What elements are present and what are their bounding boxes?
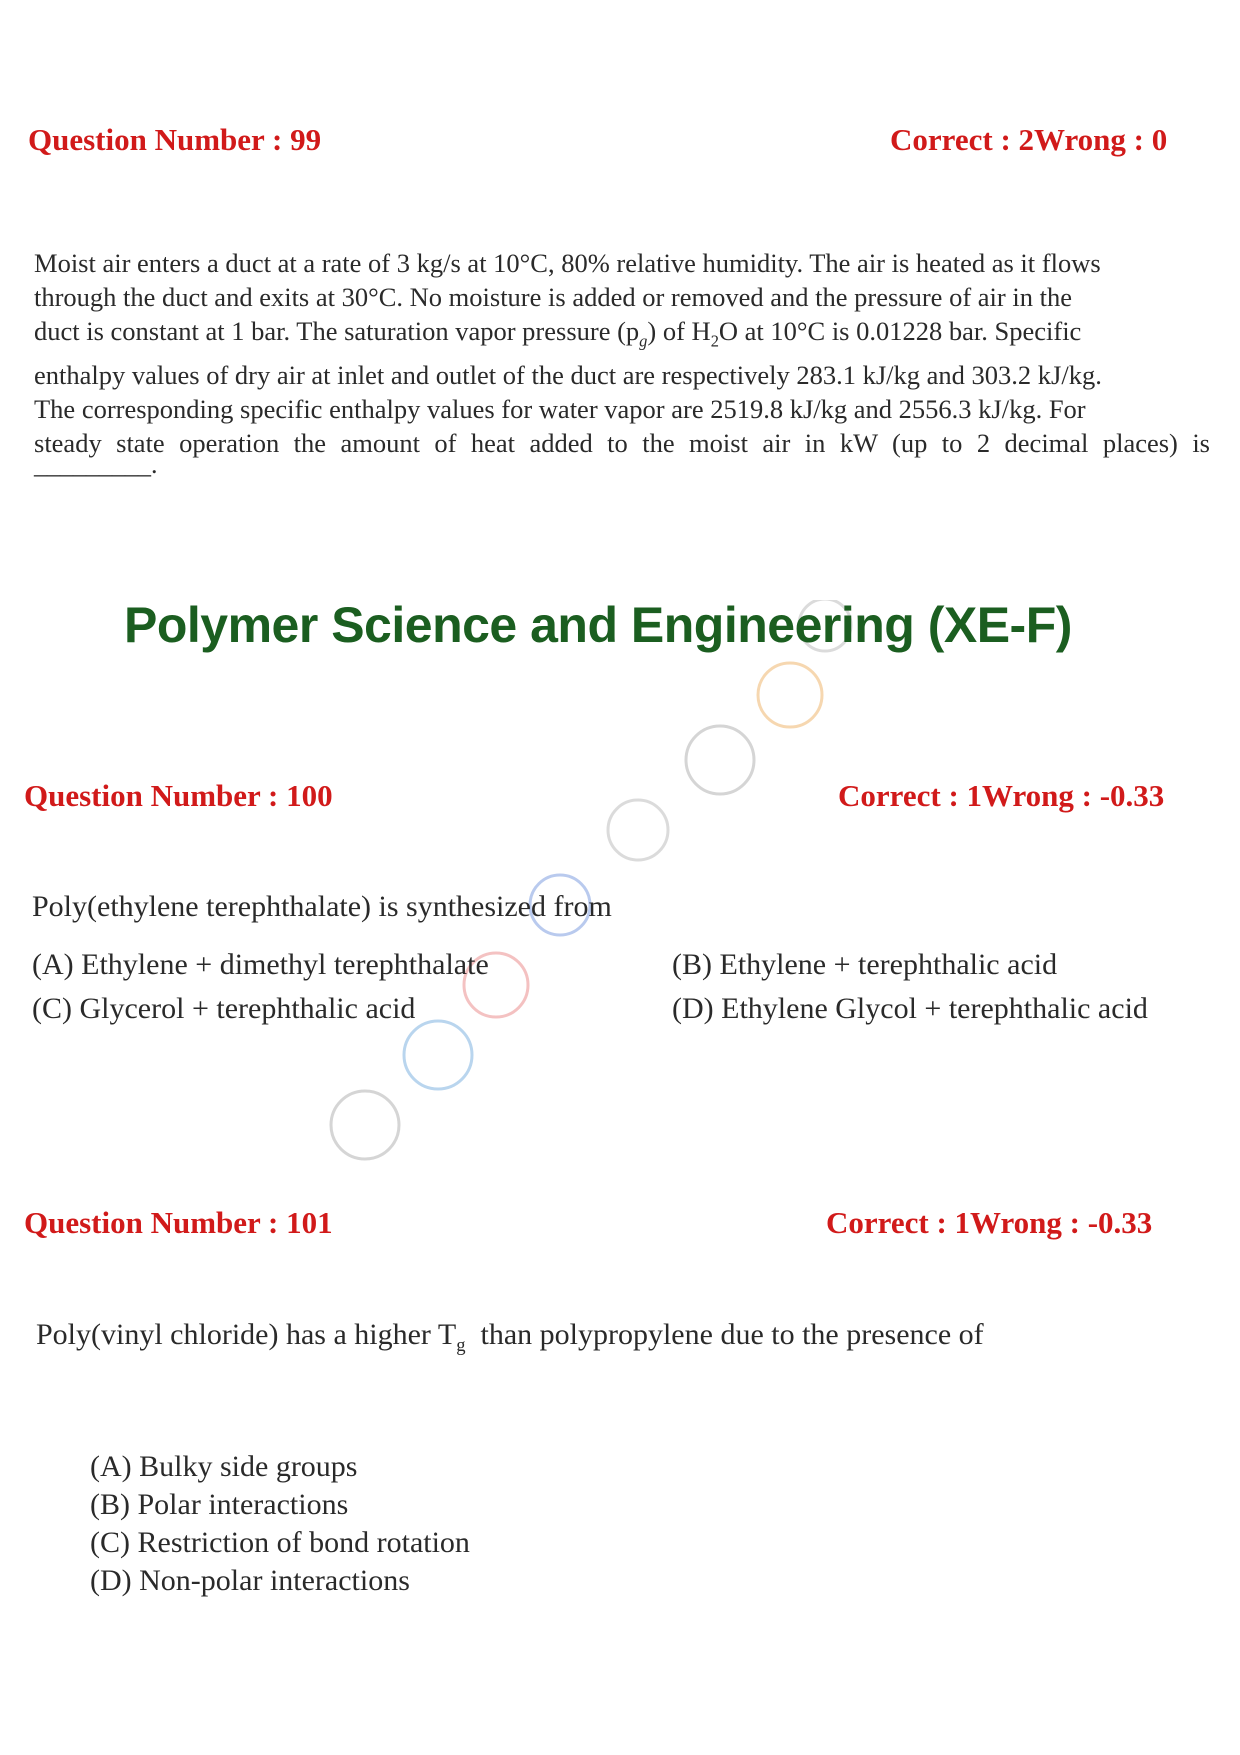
correct-marks: Correct : 1 — [838, 778, 983, 813]
option-c: (C) Glycerol + terephthalic acid — [32, 992, 416, 1025]
correct-marks: Correct : 2 — [890, 122, 1035, 157]
marks-info — [838, 778, 1164, 814]
text-line: steady state operation the amount of heat added to the moist air in kW (up to 2 decimal places) is — [34, 428, 1210, 459]
option-b: (B) Ethylene + terephthalic acid — [672, 948, 1058, 981]
marks-info — [826, 1205, 1152, 1241]
wrong-marks: Wrong : 0 — [1034, 122, 1168, 157]
option-d: (D) Non-polar interactions — [90, 1564, 410, 1597]
option-a: (A) Ethylene + dimethyl terephthalate — [32, 948, 489, 981]
question-101-header — [0, 1205, 1240, 1245]
text-line: enthalpy values of dry air at inlet and outlet of the duct are respectively 283.1 kJ/kg and 303.2 kJ/kg. — [34, 360, 1102, 391]
question-99-header — [0, 122, 1240, 162]
question-number: Question Number : 100 — [24, 778, 333, 813]
question-100-header — [0, 778, 1240, 818]
option-b: (B) Polar interactions — [90, 1488, 349, 1521]
question-number: Question Number : 101 — [24, 1205, 333, 1240]
answer-blank: _________. — [34, 450, 158, 479]
section-title: Polymer Science and Engineering (XE-F) — [124, 597, 1072, 653]
text-line: The corresponding specific enthalpy values for water vapor are 2519.8 kJ/kg and 2556.3 kJ/kg. For — [34, 394, 1086, 425]
option-a: (A) Bulky side groups — [90, 1450, 358, 1483]
correct-marks: Correct : 1 — [826, 1205, 971, 1240]
text-line: duct is constant at 1 bar. The saturation vapor pressure $(p_g)$ of $H_2O$ at 10°C is 0.01228 bar. Specific — [34, 316, 1082, 351]
question-100-stem: Poly(ethylene terephthalate) is synthesized from — [32, 890, 612, 923]
marks-info — [890, 122, 1167, 158]
question-99-text — [34, 246, 1210, 460]
text-line: through the duct and exits at 30°C. No moisture is added or removed and the pressure of air in the — [34, 282, 1072, 312]
question-101-stem: Poly(vinyl chloride) has a higher $T_g$ than polypropylene due to the presence of — [36, 1318, 984, 1356]
wrong-marks: Wrong : -0.33 — [970, 1205, 1153, 1240]
wrong-marks: Wrong : -0.33 — [982, 778, 1165, 813]
question-number: Question Number : 99 — [28, 122, 322, 157]
text-line: Moist air enters a duct at a rate of 3 kg/s at 10°C, 80% relative humidity. The air is heated as it flows — [34, 248, 1101, 278]
option-d: (D) Ethylene Glycol + terephthalic acid — [672, 992, 1148, 1025]
option-c: (C) Restriction of bond rotation — [90, 1526, 470, 1559]
